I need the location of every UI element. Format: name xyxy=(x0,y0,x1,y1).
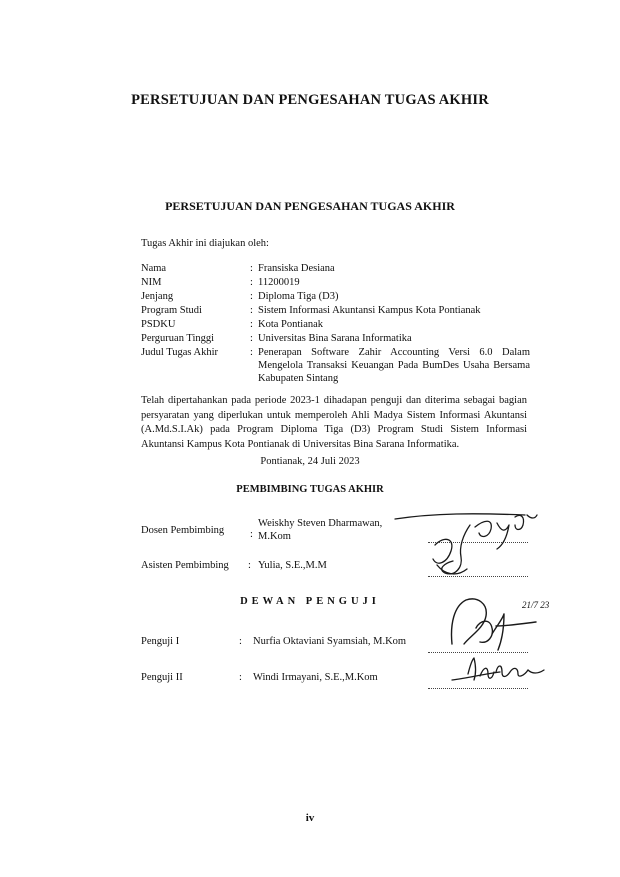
info-colon: : xyxy=(250,305,253,316)
supervisor-heading: PEMBIMBING TUGAS AKHIR xyxy=(236,484,384,495)
info-colon: : xyxy=(250,277,253,288)
handwritten-date: 21/7 23 xyxy=(522,600,550,610)
sig-colon: : xyxy=(239,636,242,647)
supervisor-degree: M.Kom xyxy=(258,531,291,542)
info-colon: : xyxy=(250,319,253,330)
info-colon: : xyxy=(250,291,253,302)
section-title: PERSETUJUAN DAN PENGESAHAN TUGAS AKHIR xyxy=(165,199,455,213)
examiner-name: Nurfia Oktaviani Syamsiah, M.Kom xyxy=(253,636,407,647)
examiner-heading: DEWAN PENGUJI xyxy=(240,596,380,607)
supervisor-role: Dosen Pembimbing xyxy=(141,525,225,536)
supervisor-name: Weiskhy Steven Dharmawan, xyxy=(258,518,383,529)
supervisor-signature xyxy=(375,505,545,585)
examiner2-signature xyxy=(448,652,558,692)
info-colon: : xyxy=(250,347,253,358)
assistant-role: Asisten Pembimbing xyxy=(141,560,229,571)
info-colon: : xyxy=(250,333,253,344)
info-label: Jenjang xyxy=(141,291,174,302)
info-label: PSDKU xyxy=(141,319,176,330)
info-value: Penerapan Software Zahir Accounting Versi 6.0 Dalam Mengelola Transaksi Keuangan Pada BumDes Usaha Bersama Kabupaten Sintang xyxy=(258,347,530,384)
info-value: Fransiska Desiana xyxy=(258,263,335,274)
assistant-name: Yulia, S.E.,M.M xyxy=(258,560,327,571)
info-label: Nama xyxy=(141,263,167,274)
examiner-role: Penguji II xyxy=(141,672,183,683)
info-colon: : xyxy=(250,263,253,274)
info-value: 11200019 xyxy=(258,277,300,288)
examiner-role: Penguji I xyxy=(141,636,180,647)
approval-statement: Telah dipertahankan pada periode 2023-1 dihadapan penguji dan diterima sebagai bagian persyaratan yang diperlukan untuk memperoleh Ahli Madya Sistem Informasi Akuntansi (A.Md.S.I.Ak) pada Program Diploma Tiga (D3) Program Studi Sistem Informasi Akuntansi Kampus Kota Pontianak di Universitas Bina Sarana Informatika. xyxy=(141,395,527,450)
examiner-name: Windi Irmayani, S.E.,M.Kom xyxy=(253,672,378,683)
info-value: Universitas Bina Sarana Informatika xyxy=(258,333,412,344)
place-date: Pontianak, 24 Juli 2023 xyxy=(260,456,360,467)
page-number: iv xyxy=(305,812,315,824)
page-title: PERSETUJUAN DAN PENGESAHAN TUGAS AKHIR xyxy=(131,92,489,108)
info-label: Program Studi xyxy=(141,305,202,316)
sig-colon: : xyxy=(239,672,242,683)
info-label: Perguruan Tinggi xyxy=(141,333,215,344)
info-value: Diploma Tiga (D3) xyxy=(258,291,339,302)
info-label: NIM xyxy=(141,277,162,288)
intro-text: Tugas Akhir ini diajukan oleh: xyxy=(141,238,269,249)
info-label: Judul Tugas Akhir xyxy=(141,347,219,358)
sig-colon: : xyxy=(250,529,253,540)
sig-colon: : xyxy=(248,560,251,571)
info-value: Kota Pontianak xyxy=(258,319,324,330)
info-value: Sistem Informasi Akuntansi Kampus Kota Pontianak xyxy=(258,305,481,316)
